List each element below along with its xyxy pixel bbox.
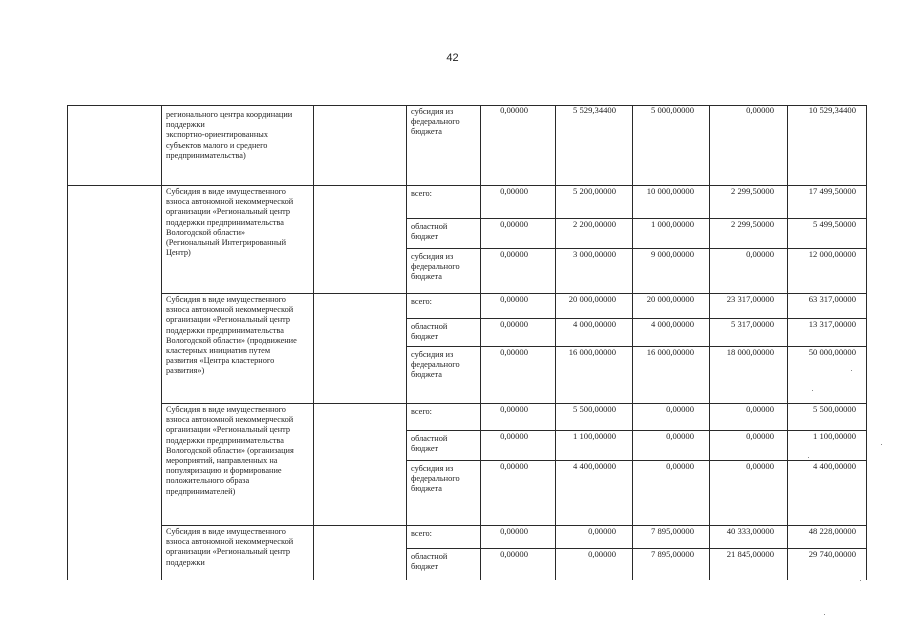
amount-cell: 20 000,00000 — [568, 294, 616, 304]
scan-speck — [851, 370, 852, 371]
column-rule — [161, 105, 162, 580]
amount-cell: 29 740,00000 — [808, 549, 856, 559]
funding-source: всего: — [411, 529, 432, 538]
measure-description: Субсидия в виде имущественного взноса автономной некоммерческой организации «Региональный центр поддержки предпринимательства Вологодской области» (продвижение кластерных инициатив путем развития «Центра кластерного развития») — [166, 295, 297, 376]
amount-cell: 0,00000 — [746, 249, 774, 259]
amount-cell: 0,00000 — [746, 461, 774, 471]
amount-cell: 0,00000 — [500, 294, 528, 304]
column-rule — [555, 105, 556, 580]
amount-cell: 0,00000 — [500, 526, 528, 536]
scan-speck — [812, 390, 813, 391]
funding-source: областной бюджет — [411, 222, 448, 242]
funding-source: субсидия из федерального бюджета — [411, 252, 460, 282]
amount-cell: 0,00000 — [746, 105, 774, 115]
amount-cell: 0,00000 — [746, 431, 774, 441]
page-number: 42 — [446, 52, 459, 64]
funding-source: всего: — [411, 407, 432, 416]
column-rule — [313, 105, 314, 580]
amount-cell: 0,00000 — [500, 431, 528, 441]
amount-cell: 0,00000 — [588, 549, 616, 559]
amount-cell: 50 000,00000 — [808, 347, 856, 357]
amount-cell: 7 895,00000 — [651, 526, 694, 536]
measure-description: Субсидия в виде имущественного взноса автономной некоммерческой организации «Региональный центр поддержки — [166, 527, 294, 567]
column-rule — [632, 105, 633, 580]
amount-cell: 40 333,00000 — [726, 526, 774, 536]
amount-cell: 1 000,00000 — [651, 219, 694, 229]
amount-cell: 9 000,00000 — [651, 249, 694, 259]
amount-cell: 18 000,00000 — [726, 347, 774, 357]
measure-description: регионального центра координации поддержки экспортно-ориентированных субъектов малого и среднего предпринимательства) — [166, 110, 293, 160]
amount-cell: 20 000,00000 — [646, 294, 694, 304]
amount-cell: 5 529,34400 — [573, 105, 616, 115]
amount-cell: 0,00000 — [500, 319, 528, 329]
amount-cell: 7 895,00000 — [651, 549, 694, 559]
funding-source: всего: — [411, 297, 432, 306]
column-rule — [67, 105, 68, 580]
amount-cell: 0,00000 — [500, 549, 528, 559]
amount-cell: 13 317,00000 — [808, 319, 856, 329]
amount-cell: 16 000,00000 — [646, 347, 694, 357]
amount-cell: 2 299,50000 — [731, 186, 774, 196]
column-rule — [406, 105, 407, 580]
amount-cell: 0,00000 — [500, 461, 528, 471]
column-rule — [480, 105, 481, 580]
amount-cell: 21 845,00000 — [726, 549, 774, 559]
amount-cell: 0,00000 — [588, 526, 616, 536]
amount-cell: 4 000,00000 — [573, 319, 616, 329]
funding-source: всего: — [411, 189, 432, 198]
amount-cell: 2 299,50000 — [731, 219, 774, 229]
amount-cell: 0,00000 — [666, 461, 694, 471]
amount-cell: 0,00000 — [746, 404, 774, 414]
funding-source: субсидия из федерального бюджета — [411, 464, 460, 494]
column-rule — [866, 105, 867, 580]
amount-cell: 0,00000 — [500, 219, 528, 229]
amount-cell: 5 200,00000 — [573, 186, 616, 196]
amount-cell: 12 000,00000 — [808, 249, 856, 259]
amount-cell: 0,00000 — [500, 105, 528, 115]
measure-description: Субсидия в виде имущественного взноса автономной некоммерческой организации «Региональный центр поддержки предпринимательства Вологодской области» (организация мероприятий, направленных на популяризацию и формирование положительного образа предпринимателей) — [166, 405, 294, 496]
amount-cell: 10 000,00000 — [646, 186, 694, 196]
amount-cell: 1 100,00000 — [813, 431, 856, 441]
amount-cell: 5 499,50000 — [813, 219, 856, 229]
amount-cell: 0,00000 — [666, 431, 694, 441]
amount-cell: 5 500,00000 — [813, 404, 856, 414]
scan-speck — [881, 444, 882, 445]
amount-cell: 4 400,00000 — [813, 461, 856, 471]
funding-source: областной бюджет — [411, 552, 448, 572]
amount-cell: 3 000,00000 — [573, 249, 616, 259]
amount-cell: 1 100,00000 — [573, 431, 616, 441]
amount-cell: 2 200,00000 — [573, 219, 616, 229]
amount-cell: 5 000,00000 — [651, 105, 694, 115]
funding-source: областной бюджет — [411, 322, 448, 342]
amount-cell: 48 228,00000 — [808, 526, 856, 536]
amount-cell: 5 317,00000 — [731, 319, 774, 329]
column-rule — [787, 105, 788, 580]
funding-source: субсидия из федерального бюджета — [411, 107, 460, 137]
amount-cell: 5 500,00000 — [573, 404, 616, 414]
measure-description: Субсидия в виде имущественного взноса автономной некоммерческой организации «Региональный центр поддержки предпринимательства Вологодской области» (Региональный Интегрированный Центр) — [166, 187, 294, 258]
amount-cell: 0,00000 — [500, 249, 528, 259]
amount-cell: 4 000,00000 — [651, 319, 694, 329]
amount-cell: 23 317,00000 — [726, 294, 774, 304]
amount-cell: 0,00000 — [500, 404, 528, 414]
amount-cell: 16 000,00000 — [568, 347, 616, 357]
scan-speck — [860, 580, 861, 581]
funding-source: субсидия из федерального бюджета — [411, 350, 460, 380]
column-rule — [709, 105, 710, 580]
funding-source: областной бюджет — [411, 434, 448, 454]
amount-cell: 63 317,00000 — [808, 294, 856, 304]
scan-speck — [824, 614, 825, 615]
amount-cell: 17 499,50000 — [808, 186, 856, 196]
amount-cell: 4 400,00000 — [573, 461, 616, 471]
amount-cell: 0,00000 — [666, 404, 694, 414]
scan-speck — [808, 457, 809, 458]
amount-cell: 0,00000 — [500, 186, 528, 196]
amount-cell: 0,00000 — [500, 347, 528, 357]
amount-cell: 10 529,34400 — [808, 105, 856, 115]
